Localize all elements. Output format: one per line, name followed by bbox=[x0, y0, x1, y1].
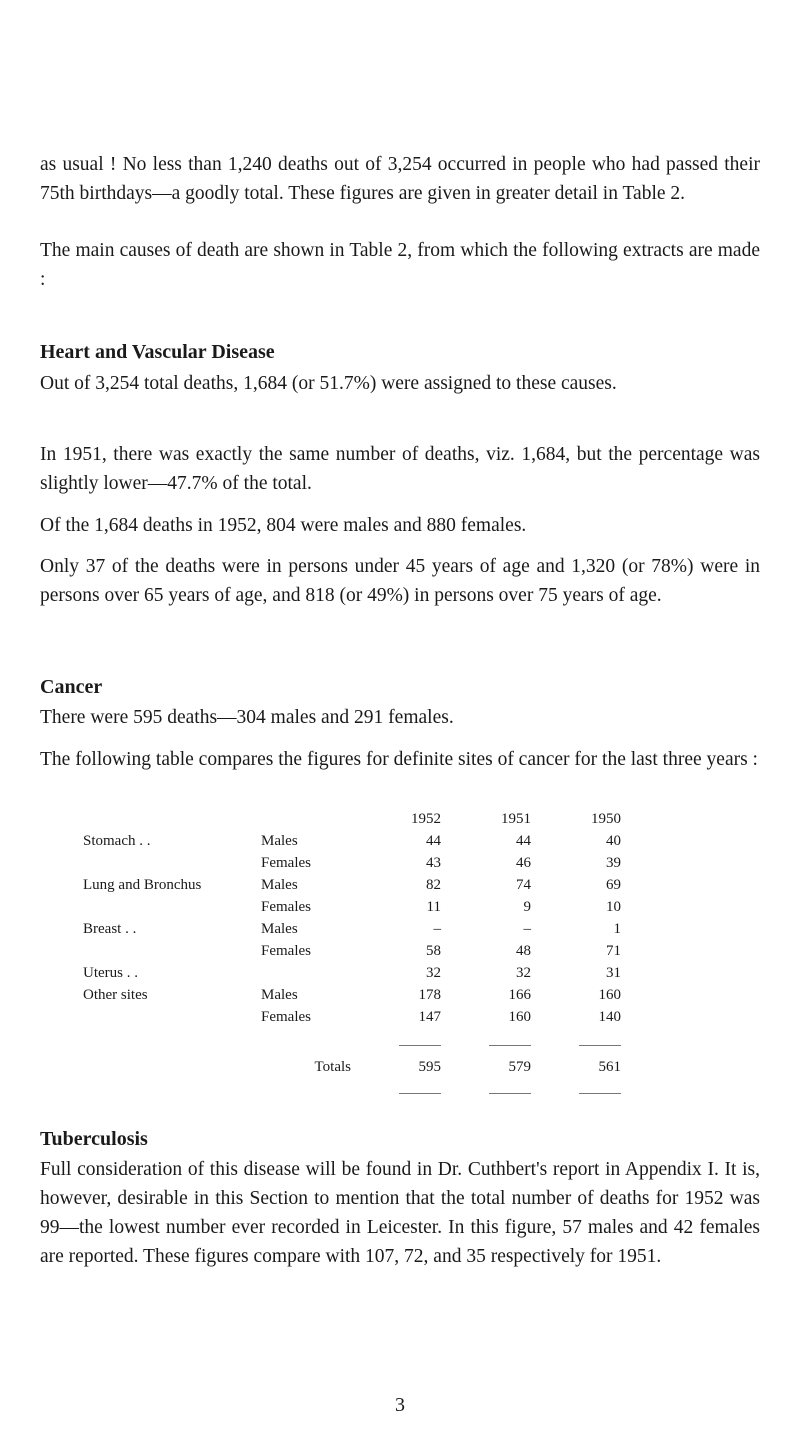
rule-line bbox=[399, 1045, 441, 1046]
value-cell: 10 bbox=[606, 899, 621, 915]
site-cell: Lung and Bronchus bbox=[83, 877, 202, 893]
site-cell: Uterus . . bbox=[83, 965, 138, 981]
sex-cell: Females bbox=[261, 855, 311, 871]
header-spacer bbox=[261, 808, 351, 830]
value-cell: 9 bbox=[523, 899, 531, 915]
year-header: 1952 bbox=[411, 811, 441, 827]
total-cell: 579 bbox=[508, 1059, 531, 1075]
value-cell: 69 bbox=[606, 877, 621, 893]
value-cell: 31 bbox=[606, 965, 621, 981]
site-cell bbox=[83, 896, 261, 918]
heart-heading: Heart and Vascular Disease bbox=[40, 341, 275, 363]
totals-row bbox=[83, 1056, 621, 1078]
totals-label: Totals bbox=[314, 1059, 351, 1075]
page-number: 3 bbox=[395, 1394, 405, 1416]
heart-paragraph-4: Only 37 of the deaths were in persons under 45 years of age and 1,320 (or 78%) were in persons over 65 years of age, and 818 (or 49%) in persons over 75 years of age. bbox=[40, 556, 760, 606]
table-row bbox=[83, 852, 621, 874]
year-header: 1950 bbox=[591, 811, 621, 827]
sex-cell bbox=[261, 962, 351, 984]
totals-spacer bbox=[83, 1056, 261, 1078]
year-header: 1951 bbox=[501, 811, 531, 827]
sex-cell: Females bbox=[261, 943, 311, 959]
heart-p1-block bbox=[40, 369, 760, 398]
heart-paragraph-1: Out of 3,254 total deaths, 1,684 (or 51.7%) were assigned to these causes. bbox=[40, 373, 617, 394]
rule-spacer bbox=[83, 1078, 261, 1104]
site-cell bbox=[83, 940, 261, 962]
rule-spacer bbox=[261, 1028, 351, 1056]
causes-paragraph: The main causes of death are shown in Table 2, from which the following extracts are made : bbox=[40, 240, 760, 290]
value-cell: 44 bbox=[516, 833, 531, 849]
value-cell: 40 bbox=[606, 833, 621, 849]
tb-paragraph-1: Full consideration of this disease will be found in Dr. Cuthbert's report in Appendix I. It is, however, desirable in this Section to mention that the total number of deaths for 1952 was 99—the lowest number ever recorded in Leicester. In this figure, 57 males and 42 females are reported. These figures compare with 107, 72, and 35 respectively for 1951. bbox=[40, 1159, 760, 1267]
site-cell bbox=[83, 1006, 261, 1028]
total-cell: 561 bbox=[598, 1059, 621, 1075]
heart-p3-block bbox=[40, 511, 760, 540]
table-row bbox=[83, 940, 621, 962]
value-cell: 32 bbox=[516, 965, 531, 981]
site-cell: Other sites bbox=[83, 987, 148, 1003]
causes-block bbox=[40, 236, 760, 294]
header-spacer bbox=[83, 808, 261, 830]
value-cell: 160 bbox=[598, 987, 621, 1003]
cancer-section bbox=[40, 673, 760, 701]
value-cell: 147 bbox=[418, 1009, 441, 1025]
total-cell: 595 bbox=[418, 1059, 441, 1075]
value-cell: 44 bbox=[426, 833, 441, 849]
tb-section bbox=[40, 1125, 760, 1153]
table-row bbox=[83, 918, 621, 940]
value-cell: 71 bbox=[606, 943, 621, 959]
sex-cell: Females bbox=[261, 1009, 311, 1025]
value-cell: 11 bbox=[426, 899, 441, 915]
sex-cell: Males bbox=[261, 987, 298, 1003]
table-row bbox=[83, 830, 621, 852]
site-cell: Breast . . bbox=[83, 921, 137, 937]
intro-block bbox=[40, 150, 760, 208]
table-row bbox=[83, 896, 621, 918]
rule-spacer bbox=[261, 1078, 351, 1104]
value-cell: 140 bbox=[598, 1009, 621, 1025]
rule-row bbox=[83, 1028, 621, 1056]
rule-cell bbox=[351, 1028, 441, 1056]
rule-row bbox=[83, 1078, 621, 1104]
rule-line bbox=[579, 1093, 621, 1094]
rule-line bbox=[579, 1045, 621, 1046]
heart-section bbox=[40, 338, 760, 366]
sex-cell: Males bbox=[261, 833, 298, 849]
cancer-p2-block bbox=[40, 745, 760, 774]
heart-paragraph-3: Of the 1,684 deaths in 1952, 804 were males and 880 females. bbox=[40, 515, 527, 536]
value-cell: 48 bbox=[516, 943, 531, 959]
value-cell: 82 bbox=[426, 877, 441, 893]
rule-cell bbox=[531, 1028, 621, 1056]
table-row bbox=[83, 984, 621, 1006]
value-cell: 43 bbox=[426, 855, 441, 871]
rule-spacer bbox=[83, 1028, 261, 1056]
rule-cell bbox=[441, 1028, 531, 1056]
table-row bbox=[83, 962, 621, 984]
value-cell: 39 bbox=[606, 855, 621, 871]
cancer-heading: Cancer bbox=[40, 676, 103, 698]
value-cell: 46 bbox=[516, 855, 531, 871]
heart-paragraph-2: In 1951, there was exactly the same number of deaths, viz. 1,684, but the percentage was slightly lower—47.7% of the total. bbox=[40, 444, 760, 494]
table-row bbox=[83, 1006, 621, 1028]
heart-p4-block bbox=[40, 552, 760, 610]
rule-cell bbox=[531, 1078, 621, 1104]
value-cell: 58 bbox=[426, 943, 441, 959]
value-cell: 178 bbox=[418, 987, 441, 1003]
intro-paragraph: as usual ! No less than 1,240 deaths out of 3,254 occurred in people who had passed their 75th birthdays—a goodly total. These figures are given in greater detail in Table 2. bbox=[40, 154, 760, 204]
heart-p2-block bbox=[40, 440, 760, 498]
value-cell: – bbox=[523, 921, 531, 937]
cancer-paragraph-2: The following table compares the figures for definite sites of cancer for the last three years : bbox=[40, 749, 758, 770]
sex-cell: Females bbox=[261, 899, 311, 915]
cancer-p1-block bbox=[40, 703, 760, 732]
value-cell: – bbox=[433, 921, 441, 937]
site-cell bbox=[83, 852, 261, 874]
value-cell: 1 bbox=[613, 921, 621, 937]
value-cell: 166 bbox=[508, 987, 531, 1003]
sex-cell: Males bbox=[261, 921, 298, 937]
rule-cell bbox=[441, 1078, 531, 1104]
table-row bbox=[83, 874, 621, 896]
cancer-sites-table bbox=[83, 808, 621, 1104]
value-cell: 160 bbox=[508, 1009, 531, 1025]
tb-p1-block bbox=[40, 1155, 760, 1271]
rule-line bbox=[489, 1045, 531, 1046]
cancer-paragraph-1: There were 595 deaths—304 males and 291 females. bbox=[40, 707, 454, 728]
rule-cell bbox=[351, 1078, 441, 1104]
value-cell: 74 bbox=[516, 877, 531, 893]
rule-line bbox=[489, 1093, 531, 1094]
table-header-row bbox=[83, 808, 621, 830]
rule-line bbox=[399, 1093, 441, 1094]
value-cell: 32 bbox=[426, 965, 441, 981]
site-cell: Stomach . . bbox=[83, 833, 151, 849]
sex-cell: Males bbox=[261, 877, 298, 893]
tb-heading: Tuberculosis bbox=[40, 1128, 148, 1150]
